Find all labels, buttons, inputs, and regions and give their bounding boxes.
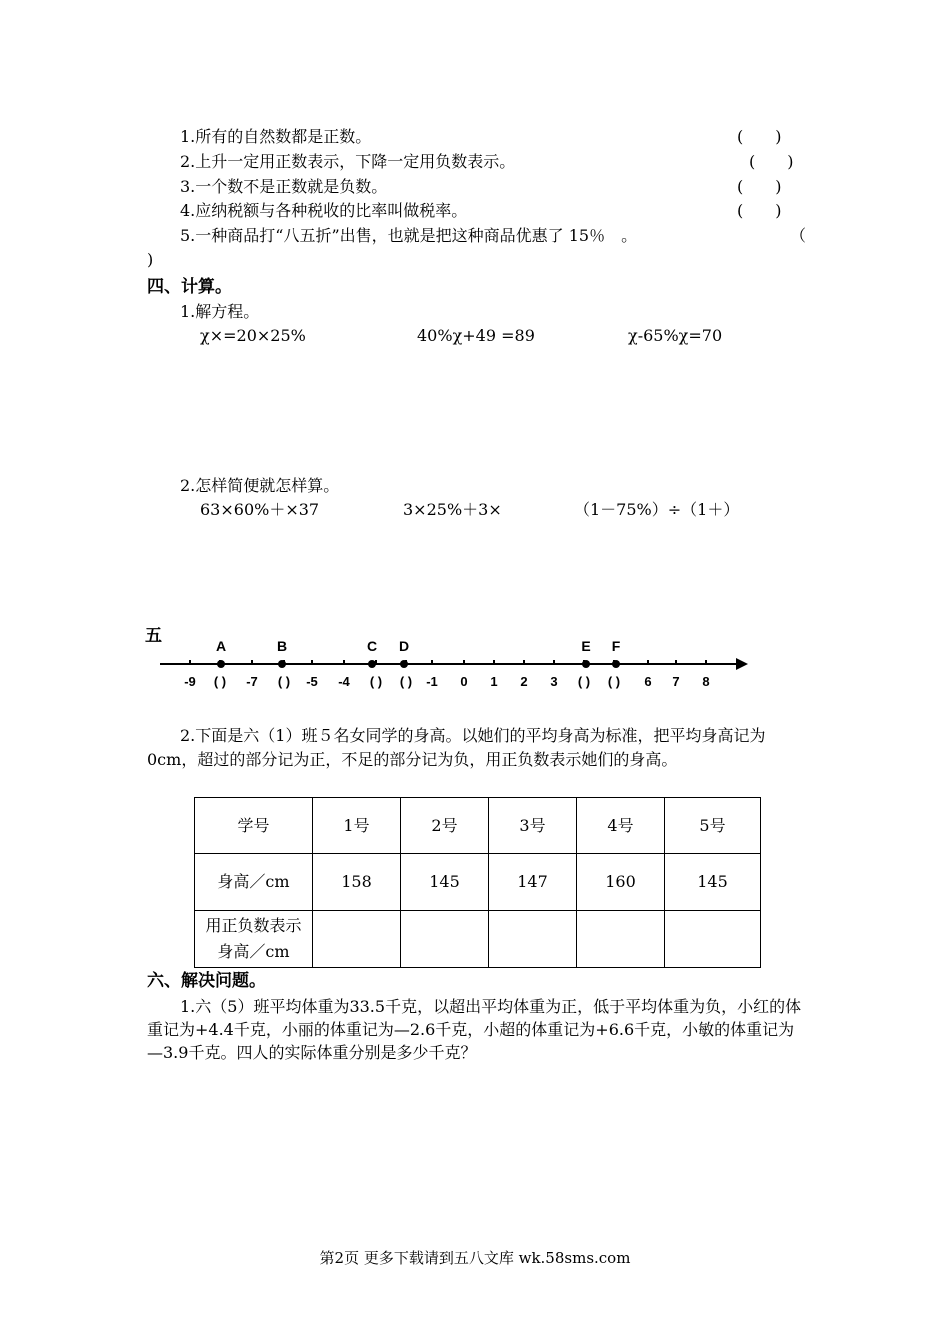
calc-1: 63×60%＋×37 — [200, 500, 320, 519]
section-6-heading: 六、解决问题。 — [147, 971, 266, 991]
table-cell: 145 — [665, 854, 761, 911]
tick-label: -4 — [338, 674, 350, 689]
table-row — [195, 798, 761, 854]
blank-answer-cell[interactable] — [577, 911, 665, 968]
question-weights: 1.六（5）班平均体重为33.5千克，以超出平均体重为正，低于平均体重为负，小红的体重记为+4.4千克，小丽的体重记为—2.6千克，小超的体重记为+6.6千克，小敏的体重记为—3.9千克。四人的实际体重分别是多少千克？ — [147, 997, 802, 1062]
height-table — [194, 797, 761, 968]
point-b-label: B — [276, 638, 288, 654]
tick-label: 1 — [490, 674, 498, 689]
point-f-label: F — [611, 638, 621, 654]
tick-label: -7 — [246, 674, 258, 689]
table-cell: 145 — [401, 854, 489, 911]
tick-label: ( ) — [399, 674, 413, 689]
judge-item-2: 2.上升一定用正数表示，下降一定用负数表示。 — [180, 152, 516, 171]
tick-label: ( ) — [369, 674, 383, 689]
tick-label: ( ) — [577, 674, 591, 689]
table-cell: 147 — [489, 854, 577, 911]
tick-label: ( ) — [277, 674, 291, 689]
equation-2: 40%χ+49 =89 — [417, 326, 535, 345]
tick-label: ( ) — [213, 674, 227, 689]
judge-paren-2: ( ) — [749, 152, 794, 171]
tick-label: 0 — [460, 674, 468, 689]
table-cell: 158 — [313, 854, 401, 911]
equation-1: χ×=20×25% — [200, 326, 306, 345]
row-label-signed-height: 用正负数表示身高／cm — [195, 911, 313, 968]
tick-label: 8 — [702, 674, 710, 689]
judge-paren-5-close: ) — [147, 250, 154, 269]
judge-paren-1: ( ) — [737, 127, 782, 146]
blank-answer-cell[interactable] — [665, 911, 761, 968]
judge-item-3: 3.一个数不是正数就是负数。 — [180, 177, 388, 196]
table-header-cell: 2号 — [401, 798, 489, 854]
section-5-heading: 五 — [145, 626, 162, 646]
blank-answer-cell[interactable] — [401, 911, 489, 968]
point-f-dot — [612, 660, 620, 668]
blank-answer-cell[interactable] — [489, 911, 577, 968]
blank-answer-cell[interactable] — [313, 911, 401, 968]
point-d-label: D — [398, 638, 410, 654]
table-header-cell: 4号 — [577, 798, 665, 854]
number-line — [150, 630, 760, 700]
table-header-cell: 1号 — [313, 798, 401, 854]
judge-paren-5-open: （ — [790, 226, 807, 245]
table-cell: 160 — [577, 854, 665, 911]
question-heights: 2.下面是六（1）班５名女同学的身高。以她们的平均身高为标准，把平均身高记为0cm，超过的部分记为正，不足的部分记为负，用正负数表示她们的身高。 — [147, 726, 766, 769]
tick-label: 6 — [644, 674, 652, 689]
table-header-cell: 5号 — [665, 798, 761, 854]
judge-paren-3: ( ) — [737, 177, 782, 196]
point-c-dot — [368, 660, 376, 668]
tick-label: 2 — [520, 674, 528, 689]
point-b-dot — [278, 660, 286, 668]
point-c-label: C — [366, 638, 378, 654]
point-a-dot — [217, 660, 225, 668]
judge-item-5: 5.一种商品打“八五折”出售，也就是把这种商品优惠了 15％ 。 — [180, 226, 638, 245]
tick-label: -1 — [426, 674, 438, 689]
table-row — [195, 854, 761, 911]
calc-2: 3×25%＋3× — [403, 500, 502, 519]
tick-label: -5 — [306, 674, 318, 689]
subheading-solve-equations: 1.解方程。 — [180, 302, 260, 321]
table-row — [195, 911, 761, 968]
point-d-dot — [400, 660, 408, 668]
tick-labels — [184, 674, 709, 689]
row-label-height: 身高／cm — [195, 854, 313, 911]
point-e-dot — [582, 660, 590, 668]
tick-label: ( ) — [607, 674, 621, 689]
table-header-cell: 3号 — [489, 798, 577, 854]
judge-paren-4: ( ) — [737, 201, 782, 220]
table-header-cell: 学号 — [195, 798, 313, 854]
section-4-heading: 四、计算。 — [147, 277, 232, 297]
tick-label: 7 — [672, 674, 680, 689]
tick-label: -9 — [184, 674, 196, 689]
arrow-head-icon — [736, 658, 748, 670]
tick-label: 3 — [550, 674, 558, 689]
calc-3: （1－75%）÷（1＋） — [574, 500, 740, 519]
equation-3: χ-65%χ=70 — [628, 326, 723, 345]
judge-item-1: 1.所有的自然数都是正数。 — [180, 127, 372, 146]
point-e-label: E — [581, 638, 591, 654]
judge-item-4: 4.应纳税额与各种税收的比率叫做税率。 — [180, 201, 468, 220]
point-a-label: A — [215, 638, 227, 654]
page-footer: 第2页 更多下载请到五八文库 wk.58sms.com — [319, 1249, 631, 1267]
subheading-simplify: 2.怎样简便就怎样算。 — [180, 476, 340, 495]
